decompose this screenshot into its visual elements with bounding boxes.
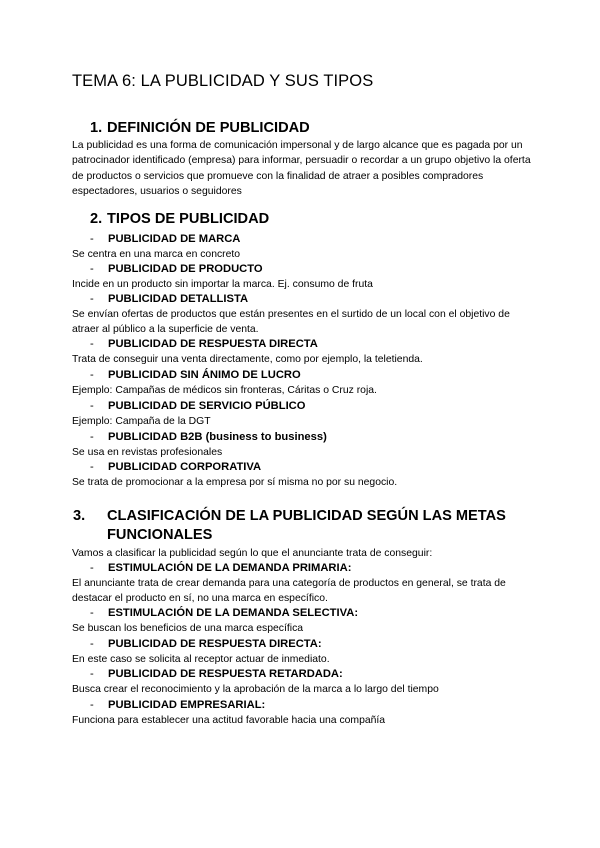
bullet-dash: -: [90, 338, 94, 350]
bullet-dash: -: [90, 431, 94, 443]
bullet-dash: -: [90, 369, 94, 381]
bullet-dash: -: [90, 263, 94, 275]
type-heading: [90, 460, 261, 475]
bullet-dash: -: [90, 668, 94, 680]
type-label: PUBLICIDAD CORPORATIVA: [108, 461, 262, 473]
page-title: TEMA 6: LA PUBLICIDAD Y SUS TIPOS: [72, 72, 374, 90]
type-label: PUBLICIDAD DE MARCA: [108, 233, 241, 245]
type-heading: [90, 262, 263, 277]
section-2-heading-text: TIPOS DE PUBLICIDAD: [107, 211, 270, 227]
type-description: Se centra en una marca en concreto: [72, 249, 241, 260]
type-description: Se trata de promocionar a la empresa por sí misma no por su negocio.: [72, 477, 398, 488]
goal-description: El anunciante trata de crear demanda para una categoría de productos en general, se trata de destacar el producto en sí, no una marca en específico.: [72, 578, 506, 605]
type-heading: [90, 368, 301, 383]
goal-label: ESTIMULACIÓN DE LA DEMANDA SELECTIVA:: [108, 607, 359, 619]
goal-description: Busca crear el reconocimiento y la aprobación de la marca a lo largo del tiempo: [72, 684, 439, 695]
goal-heading: [90, 667, 343, 682]
goal-heading: [90, 561, 351, 576]
section-3-number: 3.: [73, 508, 86, 524]
type-heading: [90, 337, 318, 352]
type-label: PUBLICIDAD DETALLISTA: [108, 293, 249, 305]
type-heading: [90, 292, 248, 307]
section-1-number: 1.: [90, 120, 103, 136]
goal-heading: [90, 637, 322, 652]
bullet-dash: -: [90, 293, 94, 305]
type-label: PUBLICIDAD SIN ÁNIMO DE LUCRO: [108, 369, 301, 381]
bullet-dash: -: [90, 461, 94, 473]
section-2-number: 2.: [90, 211, 103, 227]
bullet-dash: -: [90, 638, 94, 650]
section-1-heading-text: DEFINICIÓN DE PUBLICIDAD: [107, 120, 310, 136]
type-description: Incide en un producto sin importar la marca. Ej. consumo de fruta: [72, 279, 373, 290]
type-description: Se usa en revistas profesionales: [72, 447, 223, 458]
bullet-dash: -: [90, 400, 94, 412]
goal-description: Funciona para establecer una actitud favorable hacia una compañía: [72, 715, 386, 726]
type-label: PUBLICIDAD DE RESPUESTA DIRECTA: [108, 338, 318, 350]
bullet-dash: -: [90, 233, 94, 245]
type-heading: [90, 399, 305, 414]
section-1-heading: [90, 119, 530, 138]
goal-description: En este caso se solicita al receptor actuar de inmediato.: [72, 654, 330, 665]
goal-label: PUBLICIDAD EMPRESARIAL:: [108, 699, 266, 711]
section-3-intro: Vamos a clasificar la publicidad según lo que el anunciante trata de conseguir:: [72, 548, 433, 559]
section-1-paragraph: La publicidad es una forma de comunicación impersonal y de largo alcance que es pagada por un patrocinador identificado (empresa) para informar, persuadir o recordar a un grupo objetivo la oferta de productos o servicios que promueve con la finalidad de atraer a posibles compradores espectadores, usuarios o seguidores: [72, 140, 531, 197]
type-description: Ejemplo: Campaña de la DGT: [72, 416, 211, 427]
bullet-dash: -: [90, 699, 94, 711]
section-2-heading: [90, 210, 530, 229]
goal-label: PUBLICIDAD DE RESPUESTA RETARDADA:: [108, 668, 343, 680]
goal-heading: [90, 698, 265, 713]
type-label: PUBLICIDAD DE SERVICIO PÚBLICO: [108, 400, 306, 412]
section-3-heading-text: CLASIFICACIÓN DE LA PUBLICIDAD SEGÚN LAS METAS FUNCIONALES: [107, 508, 506, 543]
goal-label: PUBLICIDAD DE RESPUESTA DIRECTA:: [108, 638, 322, 650]
type-label: PUBLICIDAD B2B (business to business): [108, 431, 327, 443]
section-3-heading: [73, 507, 557, 545]
type-description: Ejemplo: Campañas de médicos sin fronteras, Cáritas o Cruz roja.: [72, 385, 377, 396]
type-description: Trata de conseguir una venta directamente, como por ejemplo, la teletienda.: [72, 354, 423, 365]
goal-label: ESTIMULACIÓN DE LA DEMANDA PRIMARIA:: [108, 562, 352, 574]
goal-heading: [90, 606, 358, 621]
bullet-dash: -: [90, 562, 94, 574]
type-heading: [90, 232, 240, 247]
bullet-dash: -: [90, 607, 94, 619]
type-description: Se envían ofertas de productos que están presentes en el surtido de un local con el objetivo de atraer al público a la superficie de venta.: [72, 309, 510, 336]
type-label: PUBLICIDAD DE PRODUCTO: [108, 263, 263, 275]
goal-description: Se buscan los beneficios de una marca específica: [72, 623, 304, 634]
type-heading: [90, 430, 327, 445]
